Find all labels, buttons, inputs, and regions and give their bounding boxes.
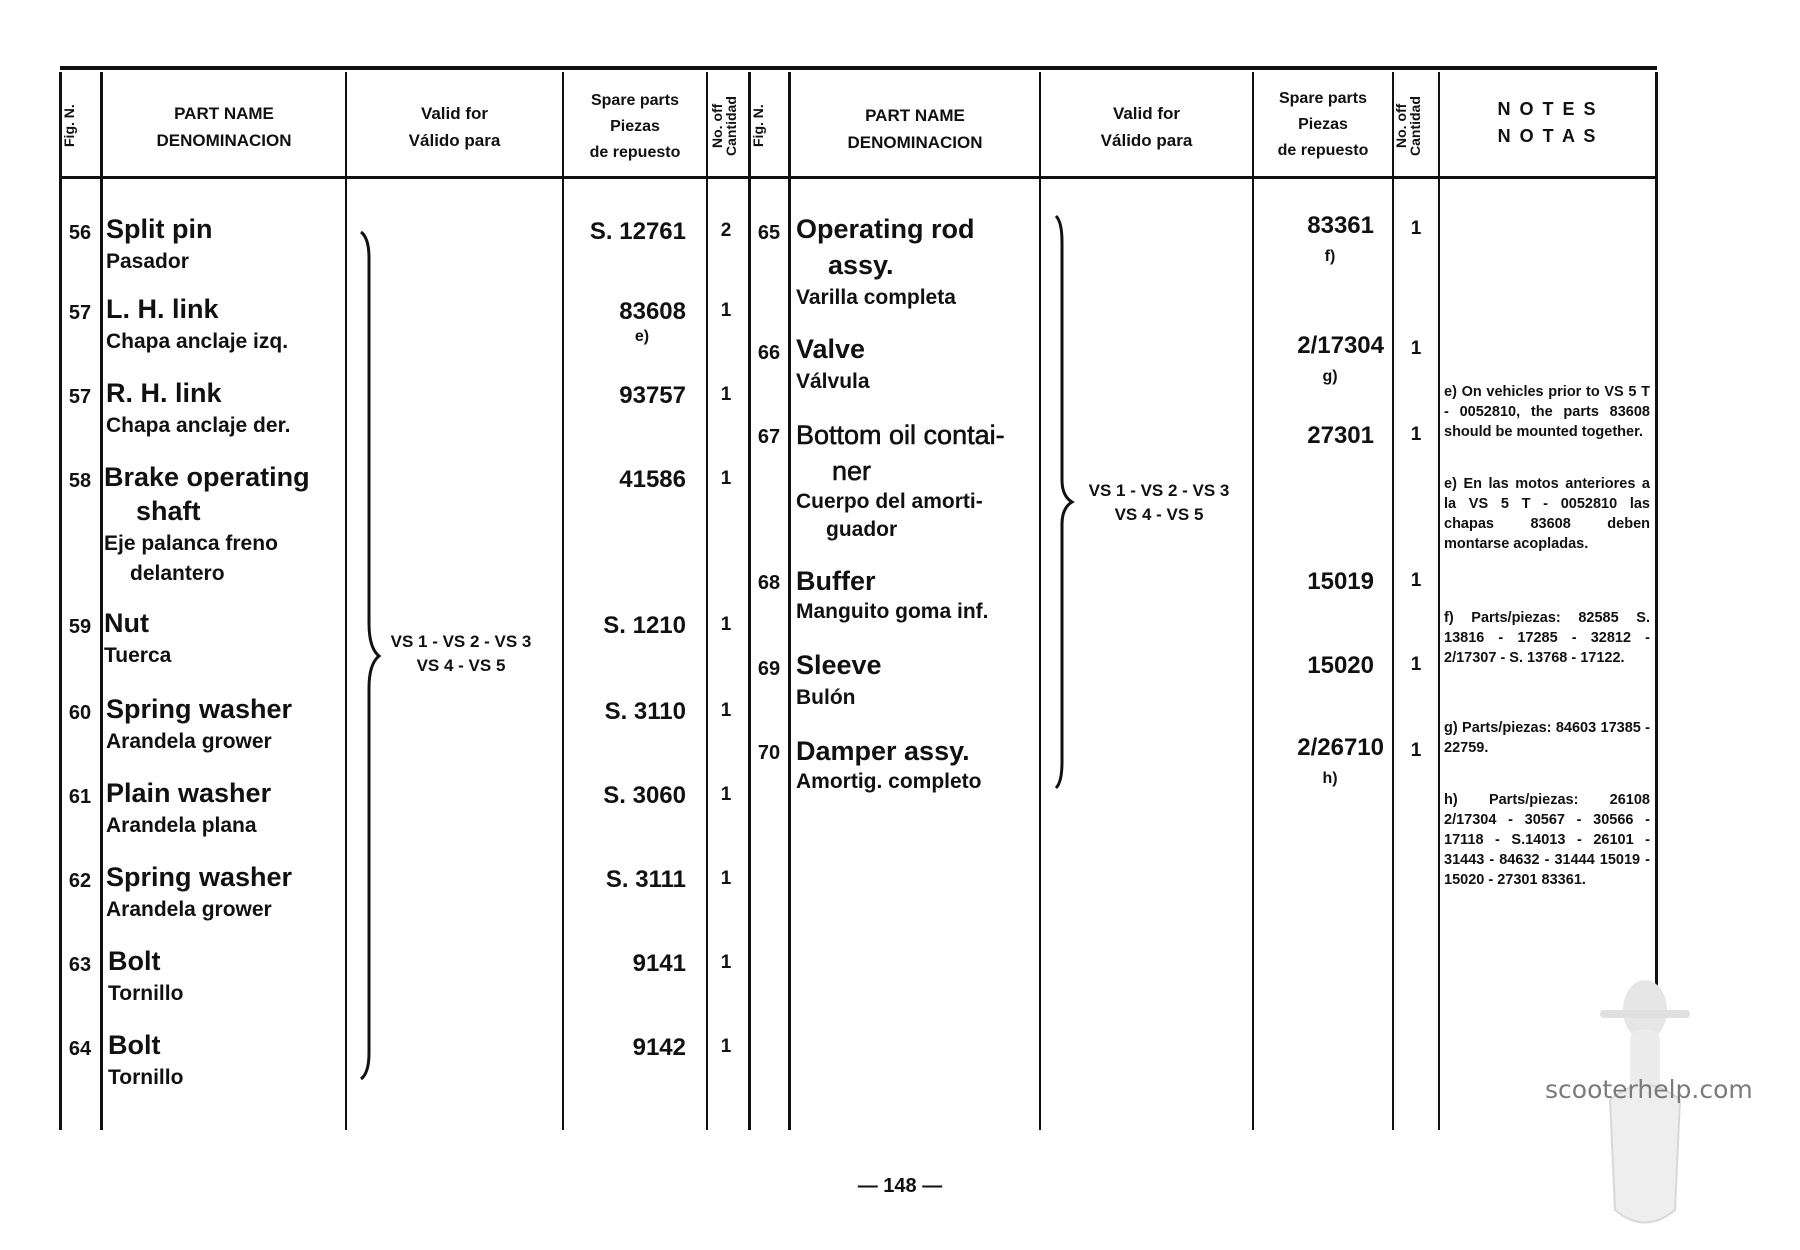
part-name-en: Bottom oil contai- (796, 420, 1005, 450)
part-number: 41586 (619, 466, 686, 493)
header-bottom-rule (60, 176, 1657, 179)
header-line: Válido para (1100, 131, 1193, 150)
col-rule (59, 72, 62, 1130)
part-number: S. 1210 (603, 612, 686, 639)
part-number: S. 3060 (603, 782, 686, 809)
header-line: Cantidad (723, 96, 739, 156)
part-name-es: Tornillo (108, 982, 184, 1005)
valid-for-header (347, 100, 562, 154)
part-name-en: R. H. link (106, 378, 222, 408)
part-name-es: Chapa anclaje izq. (106, 330, 289, 353)
spare-parts-header (1254, 86, 1392, 164)
quantity: 1 (1410, 654, 1422, 675)
part-name-en: ner (832, 456, 872, 486)
header-line: de repuesto (589, 144, 681, 161)
quantity: 1 (720, 784, 732, 805)
part-name-en: Sleeve (796, 650, 882, 680)
quantity: 1 (720, 468, 732, 489)
part-name-en: Spring washer (106, 862, 293, 892)
part-note-ref: g) (1322, 368, 1338, 385)
part-name-en: assy. (828, 250, 894, 280)
part-number: 15019 (1307, 568, 1374, 595)
right-valid-for (1066, 479, 1252, 527)
valid-for-header (1041, 100, 1252, 154)
part-number: 83608 (619, 298, 686, 325)
table-top-rule (60, 66, 1657, 70)
header-line: Válido para (408, 131, 501, 150)
note-g: g) Parts/piezas: 84603 17385 - 22759. (1444, 720, 1650, 756)
part-name-en: L. H. link (106, 294, 219, 324)
qty-header (1394, 82, 1438, 170)
part-name-es: Manguito goma inf. (796, 600, 989, 623)
col-rule (1392, 72, 1394, 1130)
part-name-en: Split pin (106, 214, 213, 244)
watermark-text: scooterhelp.com (1545, 1075, 1753, 1104)
fig-number: 69 (757, 658, 781, 680)
fig-number: 68 (757, 572, 781, 594)
part-number: S. 12761 (589, 218, 686, 245)
notes-header (1440, 96, 1655, 150)
part-name-en: Valve (796, 334, 866, 364)
part-name-es: Eje palanca freno (104, 532, 278, 555)
quantity: 1 (1410, 338, 1422, 359)
header-line: de repuesto (1277, 142, 1369, 159)
fig-number: 63 (68, 954, 92, 976)
part-number: 9142 (632, 1034, 686, 1061)
valid-line: VS 1 - VS 2 - VS 3 (390, 632, 532, 651)
part-number: 9141 (632, 950, 686, 977)
part-name-en: Spring washer (106, 694, 293, 724)
quantity: 1 (1410, 570, 1422, 591)
fig-number: 66 (757, 342, 781, 364)
fig-number: 57 (68, 302, 92, 324)
fig-header (751, 80, 788, 172)
fig-number: 61 (68, 786, 92, 808)
col-rule (788, 72, 791, 1130)
fig-header-text: Fig. N. (61, 104, 77, 148)
part-name-es: Bulón (796, 686, 856, 709)
part-name-es: Cuerpo del amorti- (796, 490, 983, 513)
scooter-watermark-icon (1590, 970, 1700, 1240)
fig-header-text: Fig. N. (750, 104, 766, 148)
quantity: 1 (1410, 218, 1422, 239)
part-note-ref: h) (1322, 770, 1338, 787)
header-line: Cantidad (1407, 96, 1423, 156)
part-name-es: Tornillo (108, 1066, 184, 1089)
part-name-es: Arandela grower (106, 898, 272, 921)
header-line: PART NAME (174, 104, 274, 123)
left-valid-for (366, 630, 556, 678)
part-name-es: Tuerca (104, 644, 172, 667)
fig-number: 62 (68, 870, 92, 892)
part-number: 83361 (1307, 212, 1374, 239)
header-line: Piezas (610, 118, 660, 135)
part-name-es: Amortig. completo (796, 770, 982, 793)
part-number: 2/26710 (1297, 734, 1384, 761)
part-name-es: guador (826, 518, 898, 541)
header-line: Valid for (420, 104, 489, 123)
qty-header (710, 82, 748, 170)
fig-number: 67 (757, 426, 781, 448)
part-note-ref: e) (634, 328, 650, 345)
part-name-en: Buffer (796, 566, 876, 596)
part-number: 27301 (1307, 422, 1374, 449)
fig-number: 56 (68, 222, 92, 244)
fig-number: 65 (757, 222, 781, 244)
part-name-es: Varilla completa (796, 286, 956, 309)
quantity: 1 (720, 300, 732, 321)
quantity: 1 (720, 952, 732, 973)
note-f: f) Parts/piezas: 82585 S. 13816 - 17285 - 32812 - 2/17307 - S. 13768 - 17122. (1444, 610, 1650, 666)
spare-parts-header (564, 88, 706, 166)
part-number: 93757 (619, 382, 686, 409)
header-line: Spare parts (1278, 90, 1368, 107)
header-line: No. off (709, 103, 725, 149)
part-name-en: shaft (136, 496, 201, 526)
header-line: PART NAME (865, 106, 965, 125)
fig-header (62, 80, 100, 172)
fig-number: 60 (68, 702, 92, 724)
header-line: Valid for (1112, 104, 1181, 123)
quantity: 1 (720, 384, 732, 405)
part-number: S. 3111 (605, 866, 686, 893)
part-name-en: Brake operating (104, 462, 310, 492)
quantity: 1 (1410, 424, 1422, 445)
header-line: No. off (1393, 103, 1409, 149)
part-name-en: Bolt (108, 946, 161, 976)
quantity: 1 (1410, 740, 1422, 761)
header-line: DENOMINACION (847, 133, 983, 152)
part-name-es: Pasador (106, 250, 189, 273)
fig-number: 59 (68, 616, 92, 638)
valid-line: VS 4 - VS 5 (416, 656, 506, 675)
part-number: S. 3110 (604, 698, 686, 725)
fig-number: 58 (68, 470, 92, 492)
header-line: N O T E S (1497, 99, 1598, 119)
quantity: 1 (720, 1036, 732, 1057)
part-name-es: Arandela grower (106, 730, 272, 753)
note-h: h) Parts/piezas: 26108 2/17304 - 30567 - 30566 - 17118 - S.14013 - 26101 - 31443 - 84632 - 31444 15019 - 15020 - 27301 83361. (1444, 792, 1650, 888)
part-name-en: Nut (104, 608, 149, 638)
col-rule (345, 72, 347, 1130)
col-rule (1039, 72, 1041, 1130)
valid-line: VS 1 - VS 2 - VS 3 (1088, 481, 1230, 500)
part-name-es: Chapa anclaje der. (106, 414, 291, 437)
part-name-en: Operating rod (796, 214, 975, 244)
col-rule (748, 72, 751, 1130)
part-name-header (791, 102, 1039, 156)
col-rule (1438, 72, 1440, 1130)
part-name-es: Válvula (796, 370, 870, 393)
col-rule (100, 72, 103, 1130)
part-name-en: Bolt (108, 1030, 161, 1060)
quantity: 2 (720, 220, 732, 241)
header-line: DENOMINACION (156, 131, 292, 150)
fig-number: 70 (757, 742, 781, 764)
part-name-en: Plain washer (106, 778, 272, 808)
part-number: 2/17304 (1297, 332, 1384, 359)
col-rule (1655, 72, 1658, 1032)
fig-number: 64 (68, 1038, 92, 1060)
part-note-ref: f) (1324, 248, 1336, 265)
note-e-en: e) On vehicles prior to VS 5 T - 0052810, the parts 83608 should be mounted together. (1444, 384, 1650, 440)
part-name-header (103, 100, 345, 154)
part-name-es: Arandela plana (106, 814, 257, 837)
part-name-en: Damper assy. (796, 736, 970, 766)
fig-number: 57 (68, 386, 92, 408)
part-number: 15020 (1307, 652, 1374, 679)
header-line: N O T A S (1497, 126, 1598, 146)
page-number: — 148 — (857, 1175, 943, 1197)
valid-line: VS 4 - VS 5 (1114, 505, 1204, 524)
quantity: 1 (720, 868, 732, 889)
header-line: Piezas (1298, 116, 1348, 133)
note-e-es: e) En las motos anteriores a la VS 5 T - 0052810 las chapas 83608 deben montarse acopladas. (1444, 476, 1650, 552)
quantity: 1 (720, 700, 732, 721)
quantity: 1 (720, 614, 732, 635)
header-line: Spare parts (590, 92, 680, 109)
part-name-es: delantero (130, 562, 225, 585)
